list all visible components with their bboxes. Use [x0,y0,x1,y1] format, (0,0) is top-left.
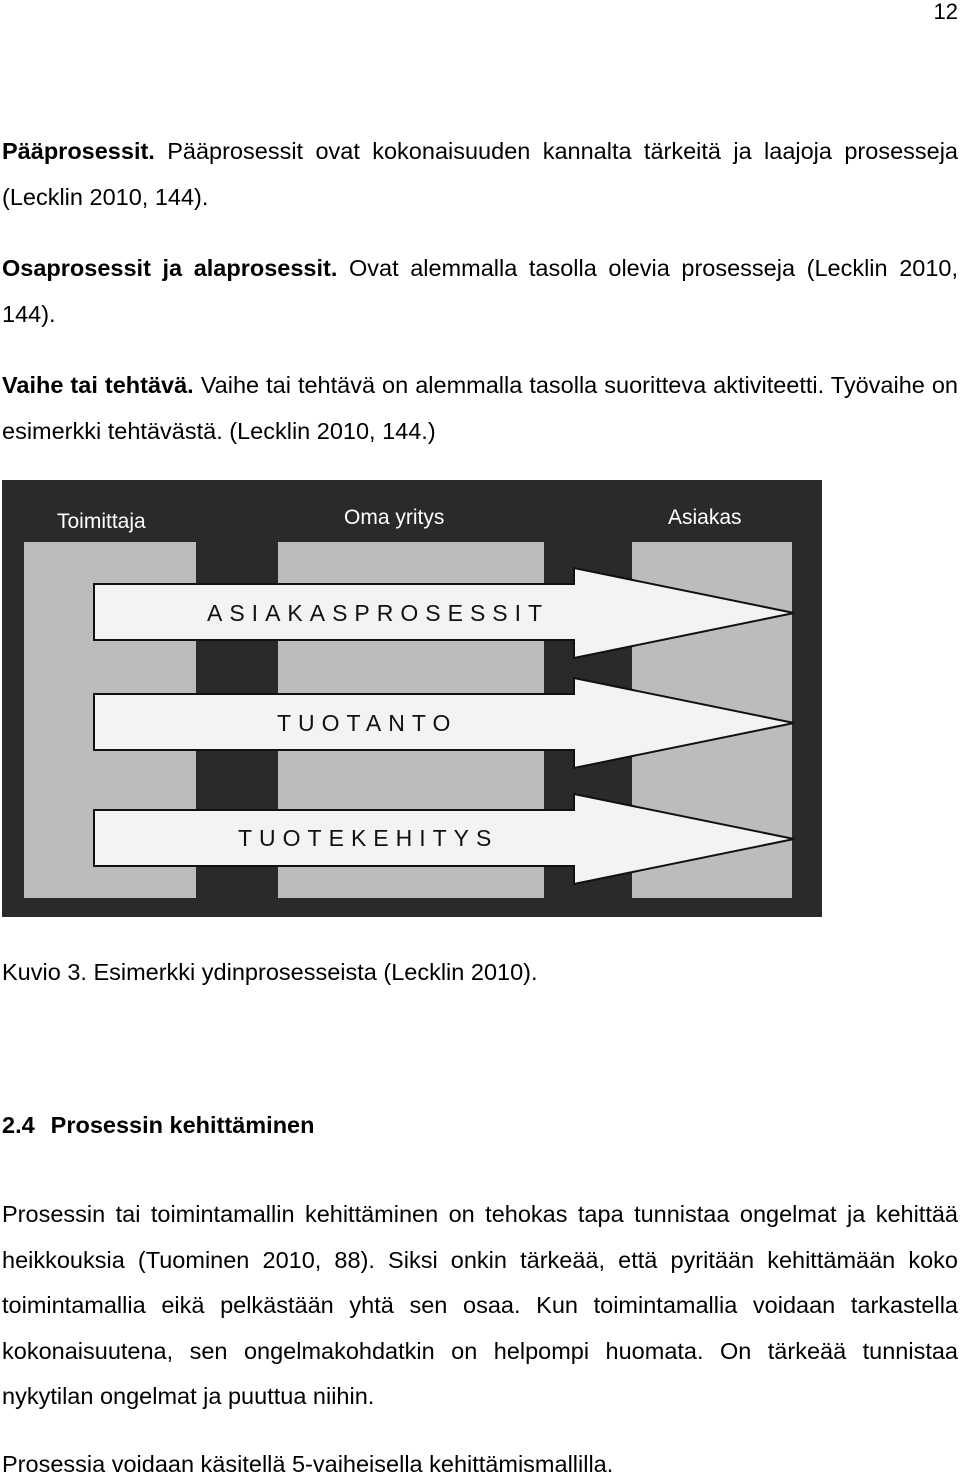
section-number: 2.4 [2,1112,35,1138]
column-label-asiakas: Asiakas [668,506,742,529]
definition-term: Vaihe tai tehtävä. [2,372,194,398]
definition-text: Pääprosessit ovat kokonaisuuden kannalta tärkeitä ja laajoja prosesseja (Lecklin 2010, 144). [2,138,958,210]
definition-paragraph [2,362,958,454]
core-process-figure [2,480,822,917]
arrow-label-tuotekehitys: TUOTEKEHITYS [238,825,499,851]
column-label-toimittaja: Toimittaja [57,510,146,533]
definition-paragraph [2,128,958,220]
definition-text: Ovat alemmalla tasolla olevia prosesseja (Lecklin 2010, 144). [2,255,958,327]
page-number: 12 [933,0,958,24]
column-label-oma-yritys: Oma yritys [344,506,445,529]
definition-paragraph [2,245,958,337]
body-paragraph: Prosessin tai toimintamallin kehittäminen on tehokas tapa tunnistaa ongelmat ja kehittää heikkouksia (Tuominen 2010, 88). Siksi onkin tärkeää, että pyritään kehittämään koko toimintamallia eikä pelkästään yhtä sen osaa. Kun toimintamallia voidaan tarkastella kokonaisuutena, sen ongelmakohdatkin on helpompi huomata. On tärkeää tunnistaa nykytilan ongelmat ja puuttua niihin. [2,1201,958,1410]
definition-term: Pääprosessit. [2,138,155,164]
core-process-diagram [2,480,822,917]
body-paragraph: Prosessia voidaan käsitellä 5-vaiheisella kehittämismallilla. [2,1451,614,1477]
section-title: Prosessin kehittäminen [50,1112,315,1138]
definition-text: Vaihe tai tehtävä on alemmalla tasolla suoritteva aktiviteetti. Työvaihe on esimerkki tehtävästä. (Lecklin 2010, 144.) [2,372,958,444]
figure-caption: Kuvio 3. Esimerkki ydinprosesseista (Lecklin 2010). [2,959,538,985]
arrow-label-tuotanto: TUOTANTO [277,710,458,736]
section-heading [2,1108,315,1142]
arrow-label-asiakasprosessit: ASIAKASPROSESSIT [207,600,550,626]
definition-term: Osaprosessit ja alaprosessit. [2,255,338,281]
